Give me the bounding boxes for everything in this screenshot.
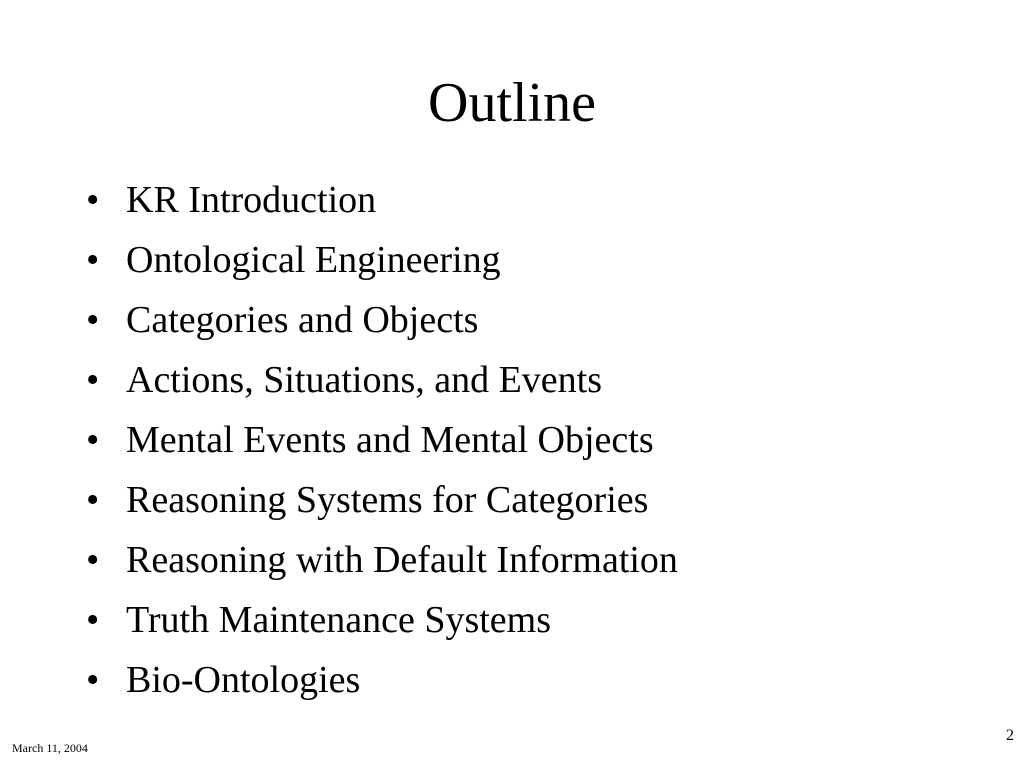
outline-item-label: Reasoning with Default Information: [126, 539, 678, 581]
bullet-icon: •: [86, 539, 100, 581]
slide-title: Outline: [428, 72, 596, 134]
outline-item: [86, 590, 678, 650]
outline-item-label: Ontological Engineering: [126, 239, 501, 281]
outline-item-label: Bio-Ontologies: [126, 659, 361, 701]
outline-item: [86, 290, 678, 350]
outline-item: [86, 350, 678, 410]
outline-item: [86, 230, 678, 290]
footer-date: March 11, 2004: [12, 741, 88, 755]
bullet-icon: •: [86, 239, 100, 281]
outline-item: [86, 410, 678, 470]
outline-item-label: Mental Events and Mental Objects: [126, 419, 654, 461]
bullet-icon: •: [86, 299, 100, 341]
bullet-icon: •: [86, 359, 100, 401]
outline-item: [86, 530, 678, 590]
bullet-icon: •: [86, 599, 100, 641]
outline-item-label: Actions, Situations, and Events: [126, 359, 603, 401]
outline-item-label: KR Introduction: [126, 179, 377, 221]
outline-item: [86, 470, 678, 530]
outline-item-label: Categories and Objects: [126, 299, 479, 341]
outline-item-label: Reasoning Systems for Categories: [126, 479, 649, 521]
outline-item: [86, 170, 678, 230]
outline-item: [86, 650, 678, 710]
page-number: 2: [1006, 727, 1014, 744]
outline-item-label: Truth Maintenance Systems: [126, 599, 552, 641]
bullet-icon: •: [86, 419, 100, 461]
bullet-icon: •: [86, 179, 100, 221]
outline-list: [86, 170, 678, 710]
bullet-icon: •: [86, 659, 100, 701]
bullet-icon: •: [86, 479, 100, 521]
